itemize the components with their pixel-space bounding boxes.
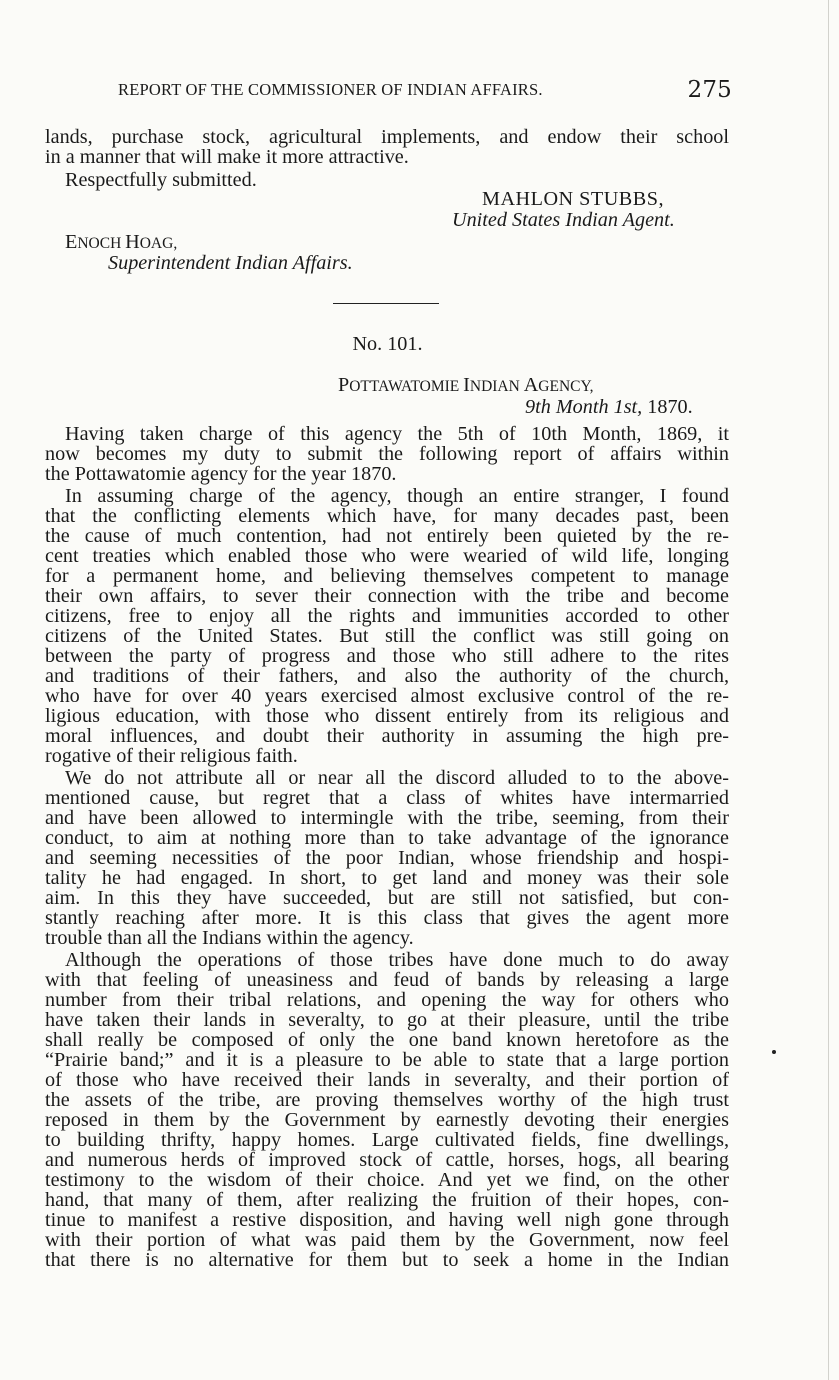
text-line: testimony to the wisdom of their choice. And yet we find, on the other: [45, 1169, 729, 1191]
text-line: the assets of the tribe, are proving themselves worthy of the high trust: [45, 1089, 729, 1111]
text-line: hand, that many of them, after realizing the fruition of their hopes, con-: [45, 1189, 729, 1211]
text-line: of those who have received their lands in severalty, and their portion of: [45, 1069, 729, 1091]
dateline-date: 9th Month 1st, 1870.: [525, 396, 693, 418]
text-line: In assuming charge of the agency, though an entire stranger, I found: [65, 485, 729, 507]
text-line: now becomes my duty to submit the following report of affairs within: [45, 443, 729, 465]
text-line: who have for over 40 years exercised almost exclusive control of the re-: [45, 685, 729, 707]
text-line: tality he had engaged. In short, to get land and money was their sole: [45, 867, 729, 889]
text-line: with their portion of what was paid them by the Government, now feel: [45, 1229, 729, 1251]
text-line: cent treaties which enabled those who were wearied of wild life, longing: [45, 545, 729, 567]
text-line: lands, purchase stock, agricultural implements, and endow their school: [45, 126, 729, 148]
text-line: citizens, free to enjoy all the rights and immunities accorded to other: [45, 605, 729, 627]
text-line: “Prairie band;” and it is a pleasure to be able to state that a large portion: [45, 1049, 729, 1071]
text-line: mentioned cause, but regret that a class of whites have intermarried: [45, 787, 729, 809]
text-line: citizens of the United States. But still the conflict was still going on: [45, 625, 729, 647]
text-line: have taken their lands in severalty, to go at their pleasure, until the tribe: [45, 1009, 729, 1031]
closing-line: Respectfully submitted.: [65, 169, 257, 191]
dateline-place: POTTAWATOMIE INDIAN AGENCY,: [338, 374, 594, 396]
text-line: Having taken charge of this agency the 5th of 10th Month, 1869, it: [65, 423, 729, 445]
text-line: and seeming necessities of the poor Indian, whose friendship and hospi-: [45, 847, 729, 869]
signature-name: MAHLON STUBBS,: [482, 188, 664, 210]
running-title: REPORT OF THE COMMISSIONER OF INDIAN AFFAIRS.: [118, 80, 543, 99]
text-line: that the conflicting elements which have, for many decades past, been: [45, 505, 729, 527]
text-line: tinue to manifest a restive disposition, and having well nigh gone through: [45, 1209, 729, 1231]
text-line: to building thrifty, happy homes. Large cultivated fields, fine dwellings,: [45, 1129, 729, 1151]
text-line: that there is no alternative for them but to seek a home in the Indian: [45, 1249, 729, 1271]
text-line: with that feeling of uneasiness and feud of bands by releasing a large: [45, 969, 729, 991]
text-line: reposed in them by the Government by earnestly devoting their energies: [45, 1109, 729, 1131]
text-line: rogative of their religious faith.: [45, 745, 298, 767]
text-line: ligious education, with those who dissent entirely from its religious and: [45, 705, 729, 727]
text-line: for a permanent home, and believing themselves competent to manage: [45, 565, 729, 587]
page-edge-line: [828, 0, 829, 1380]
text-line: and traditions of their fathers, and also the authority of the church,: [45, 665, 729, 687]
addressee-name: ENOCH HOAG,: [65, 231, 178, 253]
signature-title: United States Indian Agent.: [452, 209, 675, 231]
text-line: We do not attribute all or near all the discord alluded to to the above-: [65, 767, 729, 789]
text-line: the Pottawatomie agency for the year 1870.: [45, 463, 397, 485]
text-line: Although the operations of those tribes have done much to do away: [65, 949, 729, 971]
text-line: between the party of progress and those who still adhere to the rites: [45, 645, 729, 667]
addressee-title: Superintendent Indian Affairs.: [108, 252, 353, 274]
text-line: in a manner that will make it more attractive.: [45, 146, 409, 168]
text-line: their own affairs, to sever their connection with the tribe and become: [45, 585, 729, 607]
text-line: shall really be composed of only the one band known heretofore as the: [45, 1029, 729, 1051]
text-line: aim. In this they have succeeded, but are still not satisfied, but con-: [45, 887, 729, 909]
running-header: [118, 77, 732, 103]
text-line: moral influences, and doubt their authority in assuming the high pre-: [45, 725, 729, 747]
letter-number: No. 101.: [352, 333, 423, 355]
section-divider: [333, 303, 439, 304]
text-line: the cause of much contention, had not entirely been quieted by the re-: [45, 525, 729, 547]
text-line: and have been allowed to intermingle with the tribe, seeming, from their: [45, 807, 729, 829]
text-line: trouble than all the Indians within the agency.: [45, 927, 414, 949]
text-line: and numerous herds of improved stock of cattle, horses, hogs, all bearing: [45, 1149, 729, 1171]
text-line: conduct, to aim at nothing more than to take advantage of the ignorance: [45, 827, 729, 849]
text-line: number from their tribal relations, and opening the way for others who: [45, 989, 729, 1011]
page-number: 275: [687, 77, 732, 103]
ink-speck: [772, 1050, 776, 1054]
text-line: stantly reaching after more. It is this class that gives the agent more: [45, 907, 729, 929]
